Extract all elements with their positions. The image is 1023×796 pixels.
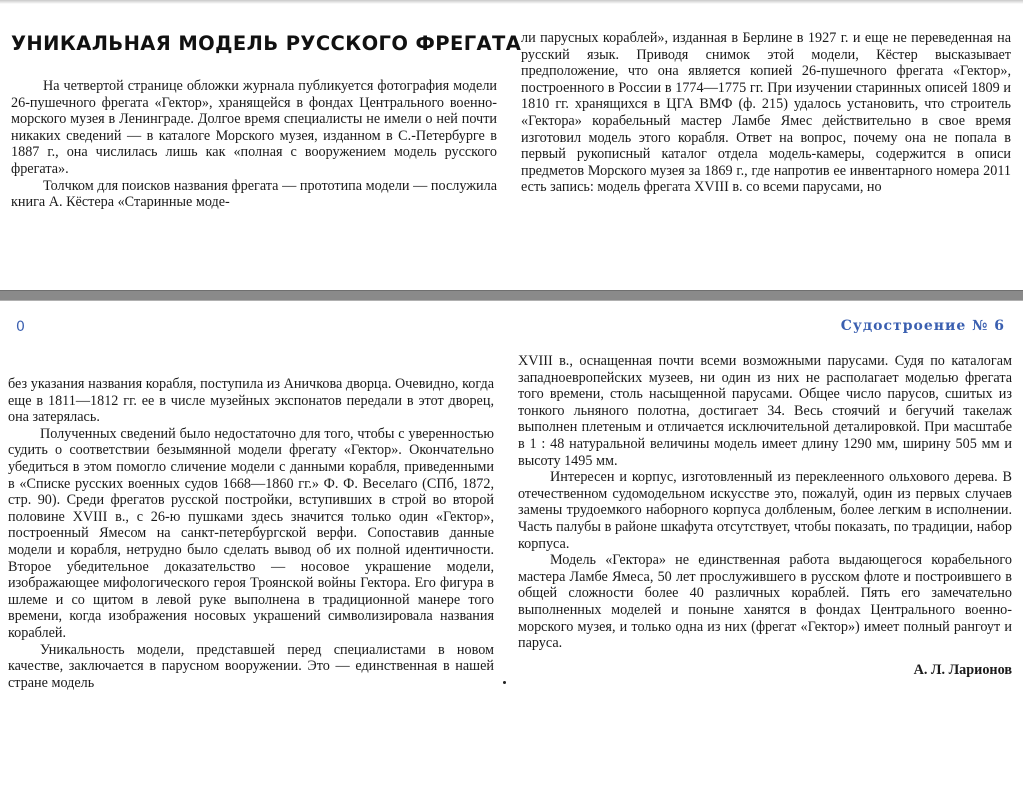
article-headline: УНИКАЛЬНАЯ МОДЕЛЬ РУССКОГО ФРЕГАТА [11,32,522,55]
paragraph: Модель «Гектора» не единственная работа выдающегося корабельного мастера Ламбе Ямеса, 50 лет прослужившего в русском флоте и построившего в общей сложности более 40 различных кораблей. Пять его замечательно выполненных моделей и поныне ханятся в фондах Центрального военно-морского музея, и только одна из них (фрегат «Гектор») имеет полный рангоут и паруса. [518,552,1012,652]
paragraph: На четвертой странице обложки журнала публикуется фотография модели 26-пушечного фрегата «Гектор», хранящейся в фондах Центрального военно-морского музея в Ленинграде. Долгое время специалисты не имели о ней почти никаких сведений — в каталоге Морского музея, изданном в С.-Петербурге в 1887 г., она числилась лишь как «полная с вооружением модель русского фрегата». [11,78,497,177]
paragraph: XVIII в., оснащенная почти всеми возможными парусами. Судя по каталогам западноевропейских музеев, ни один из них не располагает моделью фрегата того времени, столь насыщенной парусами. Общее число парусов, сшитых из тонкого льняного полотна, достигает 34. Весь стоячий и бегучий такелаж выполнен плетеным и отличается исключительной деталировкой. При масштабе в 1 : 48 натуральной величины модель имеет длину 1290 мм, ширину 505 мм и высоту 1495 мм. [518,353,1012,469]
bottom-right-column [518,353,1012,678]
print-speck [503,681,506,684]
page-divider [0,290,1023,301]
paragraph: Толчком для поисков названия фрегата — прототипа модели — послужила книга А. Кёстера «Старинные моде- [11,177,497,211]
paragraph: Полученных сведений было недостаточно для того, чтобы с уверенностью судить о соответствии безымянной модели фрегату «Гектор». Окончательно убедиться в этом помогло сличение модели с данными корабля, приведенными в «Списке русских военных судов 1668—1860 гг.» Ф. Ф. Веселаго (СПб, 1872, стр. 90). Среди фрегатов русской постройки, вступивших в строй во второй половине XVIII в., с 26-ю пушками здесь значится только один «Гектор», построенный Ямесом на санкт-петербургской верфи. Сопоставив данные модели и корабля, нетрудно было сделать вывод об их полной идентичности. Второе убедительное доказательство — носовое украшение модели, изображающее мифологического героя Троянской войны Гектора. Его фигура в шлеме и со щитом в левой руке выполнена в традиционной манере того времени, когда изображения носовых украшений символизировала названия кораблей. [8,425,494,641]
page-top-edge [0,0,1023,4]
top-right-column [521,30,1011,196]
author-signature: А. Л. Ларионов [913,661,1012,678]
page-number: 0 [16,319,25,335]
running-head: Судостроение № 6 [840,318,1005,334]
paragraph: Интересен и корпус, изготовленный из переклеенного ольхового дерева. В отечественном судомодельном искусстве это, пожалуй, один из первых случаев замены трудоемкого наборного корпуса долбленым, более легким в исполнении. Часть палубы в районе шкафута отсутствует, чтобы показать, по традиции, набор корпуса. [518,469,1012,552]
bottom-left-column [8,376,494,691]
top-left-column [11,78,497,211]
paragraph: ли парусных кораблей», изданная в Берлине в 1927 г. и еще не переведенная на русский язык. Приводя снимок этой модели, Кёстер высказывает предположение, что она является копией 26-пушечного фрегата «Гектор», построенного в России в 1774—1775 гг. При изучении старинных описей 1809 и 1810 гг. хранящихся в ЦГА ВМФ (ф. 215) удалось установить, что строитель «Гектора» корабельный мастер Ламбе Ямес действительно в свое время изготовил модель этого корабля. Ответ на вопрос, почему она не попала в первый рукописный каталог отдела модель-камеры, содержится в описи предметов Морского музея за 1869 г., где напротив ее инвентарного номера 2011 есть запись: модель фрегата XVIII в. со всеми парусами, но [521,30,1011,196]
paragraph: без указания названия корабля, поступила из Аничкова дворца. Очевидно, когда еще в 1811—1812 гг. ее в числе музейных экспонатов передали в этот дворец, она затерялась. [8,376,494,426]
paragraph: Уникальность модели, представшей перед специалистами в новом качестве, заключается в парусном вооружении. Это — единственная в нашей стране модель [8,641,494,691]
